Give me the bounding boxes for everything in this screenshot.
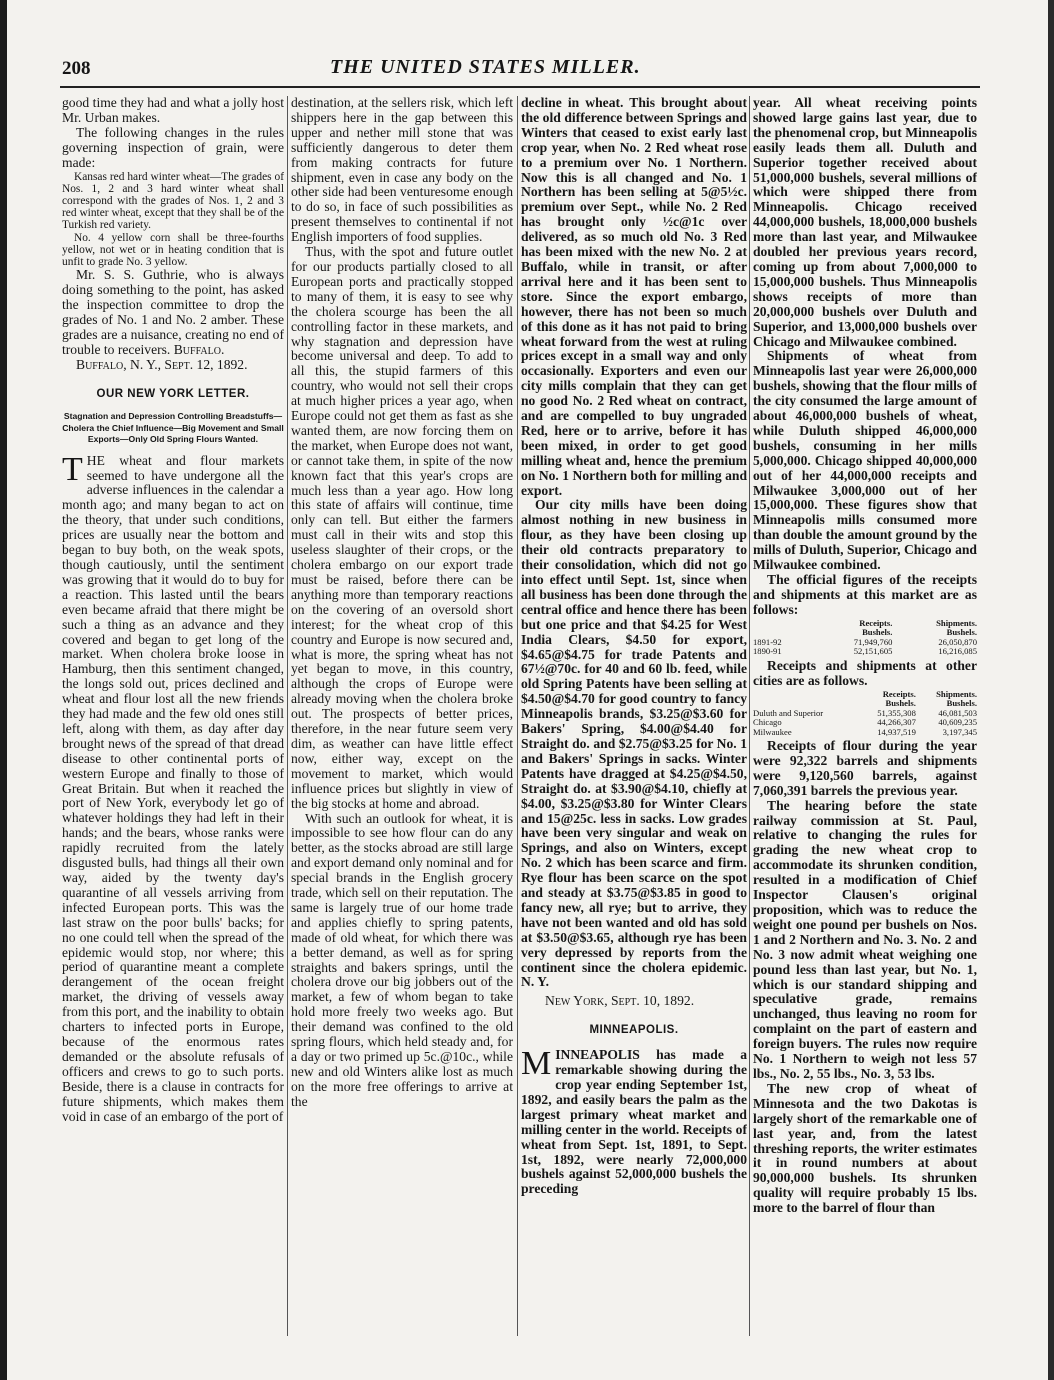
- dateline-new-york: New York, Sept. 10, 1892.: [545, 993, 695, 1009]
- table-cell-shipments: 40,609,235: [938, 717, 977, 728]
- col3-paragraph-3: [521, 1045, 747, 1197]
- col4-paragraph-5: Receipts of flour during the year were 92,322 barrels and shipments were 9,120,560 barrels, against 7,060,391 barrels the previous year.: [753, 738, 977, 798]
- scan-edge-right: [1048, 0, 1054, 1380]
- column-divider-1: [287, 96, 288, 1336]
- col3-paragraph-1: decline in wheat. This brought about the old difference between Springs and Winters that ceased to exist early last crop year, when No. 2 Red wheat rose to a premium over No. 1 Northern. Now this is all changed and No. 1 Northern has been selling at 5@5½c. premium over Sept., while No. 2 Red has brought only ½c@1c over delivered, as so much old No. 3 Red has been mixed with the new No. 2 at Buffalo, while in transit, or after arrival here and it has been sent to store. Since the export embargo, however, there has not been so much of this done as it has not paid to bring wheat forward from the west at ruling prices except in a small way and only occasionally. Exporters and even our city mills complain that they can get no good No. 2 Red wheat on contract, and are compelled to buy ungraded Red, here or to arrive, before it has been mixed, in order to get good milling wheat and, hence the premium on No. 1 Northern both for milling and export.: [521, 96, 747, 498]
- table-header-cell: Shipments.: [936, 688, 977, 699]
- subheading-deck: Stagnation and Depression Controlling Breadstuffs—Cholera the Chief Influence—Big Movement and Small Exports—Only Old Spring Flours Wanted.: [62, 411, 284, 445]
- table-header-cell: Bushels.: [885, 698, 916, 709]
- minneapolis-receipts-table: [753, 619, 977, 657]
- table-cell-year: 1890-91: [753, 646, 782, 657]
- page-number: 208: [62, 58, 91, 79]
- rules-changes: [62, 171, 284, 269]
- table-cell-city: Milwaukee: [753, 726, 792, 737]
- col3-paragraph-3-text: INNEAPOLIS has made a remarkable showing during the crop year ending September 1st, 1892, and easily bears the palm as the largest primary wheat market and milling center in the world. Receipts of wheat from Sept. 1st, 1891, to Sept. 1st, 1892, were nearly 72,000,000 bushels against 52,000,000 bushels the preceding: [521, 1047, 747, 1197]
- column-divider-2: [517, 96, 518, 1336]
- col1-paragraph-2: The following changes in the rules governing inspection of grain, were made:: [62, 124, 284, 170]
- col2-paragraph-3: With such an outlook for wheat, it is impossible to see how flour can do any better, as the stocks abroad are still large and export demand only nominal and for special brands in the English grocery trade, which sell on their reputation. The same is largely true of our home trade and applies chiefly to spring patents, made of old wheat, for which there was a better demand, as well as for spring straights and bakers springs, until the cholera drove our big jobbers out of the market, a few of whom began to take hold more freely two weeks ago. But their demand was confined to the old spring flours, which held steady and, for a day or two primed up 5c.@10c., while new and old Winters alike lost as much on the more free offerings to arrive at the: [291, 810, 513, 1109]
- col4-paragraph-1: year. All wheat receiving points showed large gains last year, due to the phenomenal crop, but Minneapolis easily leads them all. Duluth and Superior together received about 51,000,000 bushels, several millions of which were shipped there from Minneapolis. Chicago received 44,000,000 bushels, 18,000,000 bushels more than last year, and Milwaukee doubled her previous years record, coming up from about 7,000,000 to 15,000,000 bushels. Thus Minneapolis shows receipts of more than 20,000,000 bushels over Duluth and Superior, and 13,000,000 bushels over Chicago and Milwaukee combined.: [753, 96, 977, 349]
- heading-new-york-letter: OUR NEW YORK LETTER.: [96, 387, 250, 400]
- table-cell-shipments: 46,081,503: [938, 707, 977, 718]
- table-cell-city: Duluth and Superior: [753, 707, 824, 718]
- column-4: [753, 96, 977, 1336]
- table-header-cell: Bushels.: [946, 698, 977, 709]
- table-cell-city: Chicago: [753, 717, 782, 728]
- col1-paragraph-4: [62, 450, 284, 1125]
- table-header-cell: Bushels.: [946, 627, 977, 638]
- scan-edge-left: [0, 0, 7, 1380]
- table-row: [753, 728, 977, 738]
- table-cell-shipments: 26,050,870: [938, 636, 977, 647]
- column-2: [291, 96, 513, 1336]
- table-cell-year: 1891-92: [753, 636, 782, 647]
- signature-new-york: N. Y.: [521, 974, 550, 990]
- table-header-cell: Receipts.: [882, 688, 916, 699]
- dropcap-m: M: [521, 1045, 552, 1083]
- col1-paragraph-4-text: HE wheat and flour markets seemed to have undergone all the adverse influences in the calendar a month ago; and many began to act on the theory, that under such conditions, prices are usually near the bottom and began to buy both, on the weak spots, though cautiously, until the sentiment was growing that it would do to buy for a reaction. This lasted until the bears even became afraid that there might be such a thing as an advance and they covered and began to get long of the market. When cholera broke loose in Hamburg, then this sentiment changed, the longs sold out, prices declined and wheat and flour lost all the new friends they had made and the few old ones still left, along with them, as day after day brought news of the spread of that dread disease to other continental ports of western Europe and finally to those of Great Britain. But when it reached the port of New York, everybody let go of whatever holdings they had left in their hands; and the bears, whose ranks were rapidly recruited from the lately disgusted bulls, had things all their own way, aided by the twenty day's quarantine of all vessels arriving from infected European ports. This was the last straw on the poor bulls' backs; for no one could tell when the spread of the epidemic would stop, nor where; this period of quarantine meant a complete derangement of the ocean freight market, the driving of vessels away from this port, and the inability to obtain charters to infected ports in Europe, because of the enormous rates demanded or the absolute refusals of officers and crews to go to such ports. Beside, there is a clause in contracts for future shipments, which makes them void in case of an embargo of the port of: [62, 452, 284, 1124]
- signature-buffalo: Buffalo.: [173, 341, 225, 357]
- page-header-title: THE UNITED STATES MILLER.: [330, 56, 641, 78]
- table-header-cell: [753, 619, 812, 629]
- table-cell-shipments: 3,197,345: [942, 726, 977, 737]
- table-header-cell: Bushels.: [862, 627, 893, 638]
- table-header-row: [753, 690, 977, 700]
- table-cell-receipts: 71,949,760: [853, 636, 893, 647]
- table-cell-receipts: 14,937,519: [877, 726, 916, 737]
- col4-paragraph-3: The official figures of the receipts and shipments at this market are as follows:: [753, 572, 977, 617]
- dropcap-t: T: [62, 450, 83, 488]
- col2-paragraph-1: destination, at the sellers risk, which left shippers here in the gap between this upper and nether mill stone that was sufficiently dangerous to deter them from making contracts for future shipment, even in case any body on the other side had been venturesome enough to do so, in face of such possibilities as present themselves to continental if not English importers of food supplies.: [291, 96, 513, 245]
- heading-minneapolis: MINNEAPOLIS.: [589, 1024, 679, 1037]
- col4-paragraph-7: The new crop of wheat of Minnesota and the two Dakotas is largely short of the remarkable one of last year, and, from the latest threshing reports, the writer estimates it in round numbers at about 90,000,000 bushels. Its shrunken quality will require probably 15 lbs. more to the barrel of flour than: [753, 1080, 977, 1216]
- other-cities-table: [753, 690, 977, 738]
- col4-paragraph-4: Receipts and shipments at other cities are as follows.: [753, 657, 977, 688]
- col3-paragraph-2-text: Our city mills have been doing almost nothing in new business in flour, as they have been closing up their old contracts preparatory to their consolidation, which did not go into effect until Sept. 1st, since when all business has been done through the central office and hence there has been but one price and that $4.25 for West India Clears, $4.50 for export, $4.65@$4.75 for trade Patents and 67½@70c. for 40 and 60 lb. feed, while old Spring Patents have been selling at $4.50@$4.70 for good country to fancy Minneapolis brands, $3.25@$3.60 for Bakers' Spring, $4.00@$4.40 for Straight do. and $2.75@$3.25 for No. 1 and Bakers' Springs in sacks. Winter Patents have dragged at $4.25@$4.50, Straight do. at $3.90@$4.10, chiefly at $4.00, $3.25@$3.80 for Winter Clears and 15@25c. less in sacks. Low grades have been very singular and weak on Springs, and also on Winters, except No. 2 which has been scarce and firm. Rye flour has been scarce on the spot and steady at $3.75@$3.85 in good to fancy new, all rye; but to arrive, they have not been wanted and old has sold at $3.50@$3.65, although rye has been very depressed by reports from the continent since the cholera epidemic.: [521, 497, 747, 975]
- table-cell-receipts: 52,151,605: [853, 646, 893, 657]
- table-header-cell: Receipts.: [859, 617, 893, 628]
- col2-paragraph-2: Thus, with the spot and future outlet for our products partially closed to all European ports and practically stopped to many of them, it is easy to see why the cholera scourge has been the all controlling factor in these markets, and why stagnation and depression have become universal and deep. To add to all this, the stupid farmers of this country, who would not sell their crops at much higher prices a year ago, when Europe could not get them as fast as she wanted them, are now forcing them on the market, when Europe does not want, or cannot take them, in spite of the now known fact that this year's crops are much less than a year ago. How long this state of affairs will continue, time only can tell. But either the farmers must call in their wits and stop this useless slaughter of their crops, or the cholera embargo on our export trade must be raised, before there can be anything more than temporary reactions on the covering of an oversold short interest; for the wheat crop of this country and Europe is now secured and, what is more, the spring wheat has not yet began to move, in this country, although the crops of Europe were already moving when the cholera broke out. The prospects of better prices, therefore, in the near future seem very dim, as weather can have little effect now, either way, except on the movement to market, which would influence prices but slightly in view of the big stocks at home and abroad.: [291, 244, 513, 811]
- col1-paragraph-3: [62, 268, 284, 357]
- table-cell-receipts: 44,266,307: [877, 717, 916, 728]
- table-header-cell: [753, 690, 858, 700]
- col3-paragraph-2: [521, 498, 747, 990]
- rule-yellow-corn: No. 4 yellow corn shall be three-fourths yellow, not wet or in heating condition that is unfit to grade No. 3 yellow.: [62, 231, 284, 268]
- col4-paragraph-6: The hearing before the state railway commission at St. Paul, relative to changing the rules for grading the new wheat crop to accommodate its shrunken condition, resulted in a modification of Chief Inspector Clausen's original proposition, which was to reduce the weight one pound per bushels on Nos. 1 and 2 Northern and No. 3. No. 2 and No. 3 now admit wheat weighing one pound less than last year, but No. 1, which is our standard shipping and speculative grade, remains unchanged, thus leaving no room for complaint on the part of eastern and foreign buyers. The rules now require No. 1 Northern to weigh not less 57 lbs., No. 2, 55 lbs., No. 3, 53 lbs.: [753, 797, 977, 1081]
- col1-paragraph-3-text: Mr. S. S. Guthrie, who is always doing something to the point, has asked the inspection committee to drop the grades of No. 1 and No. 2 amber. These grades are a nuisance, creating no end of trouble to receivers.: [62, 267, 284, 357]
- table-row: [753, 647, 977, 657]
- col4-paragraph-2: Shipments of wheat from Minneapolis last year were 26,000,000 bushels, showing that the flour mills of the city consumed the large amount of about 46,000,000 bushels of wheat, while Duluth shipped 46,000,000 bushels, consuming in her mills 5,000,000. Chicago shipped 40,000,000 out of her 44,000,000 receipts and Milwaukee 3,000,000 out of her 15,000,000. These figures show that Minneapolis mills consumed more than double the amount ground by the mills of Duluth, Superior, Chicago and Milwaukee combined.: [753, 348, 977, 573]
- table-header-cell: Shipments.: [936, 617, 977, 628]
- table-cell-shipments: 16,216,085: [938, 646, 977, 657]
- rule-kansas-wheat: Kansas red hard winter wheat—The grades of Nos. 1, 2 and 3 hard winter wheat shall correspond with the grades of Nos. 1, 2 and 3 red winter wheat, except that they shall be of the Turkish red variety.: [62, 170, 284, 232]
- dateline-buffalo: Buffalo, N. Y., Sept. 12, 1892.: [76, 356, 248, 372]
- column-3: [521, 96, 747, 1336]
- header-rule: [60, 86, 980, 88]
- column-divider-3: [749, 96, 750, 1336]
- col1-paragraph-1: good time they had and what a jolly host Mr. Urban makes.: [62, 96, 284, 125]
- column-1: [62, 96, 284, 1336]
- table-cell-receipts: 51,355,308: [877, 707, 916, 718]
